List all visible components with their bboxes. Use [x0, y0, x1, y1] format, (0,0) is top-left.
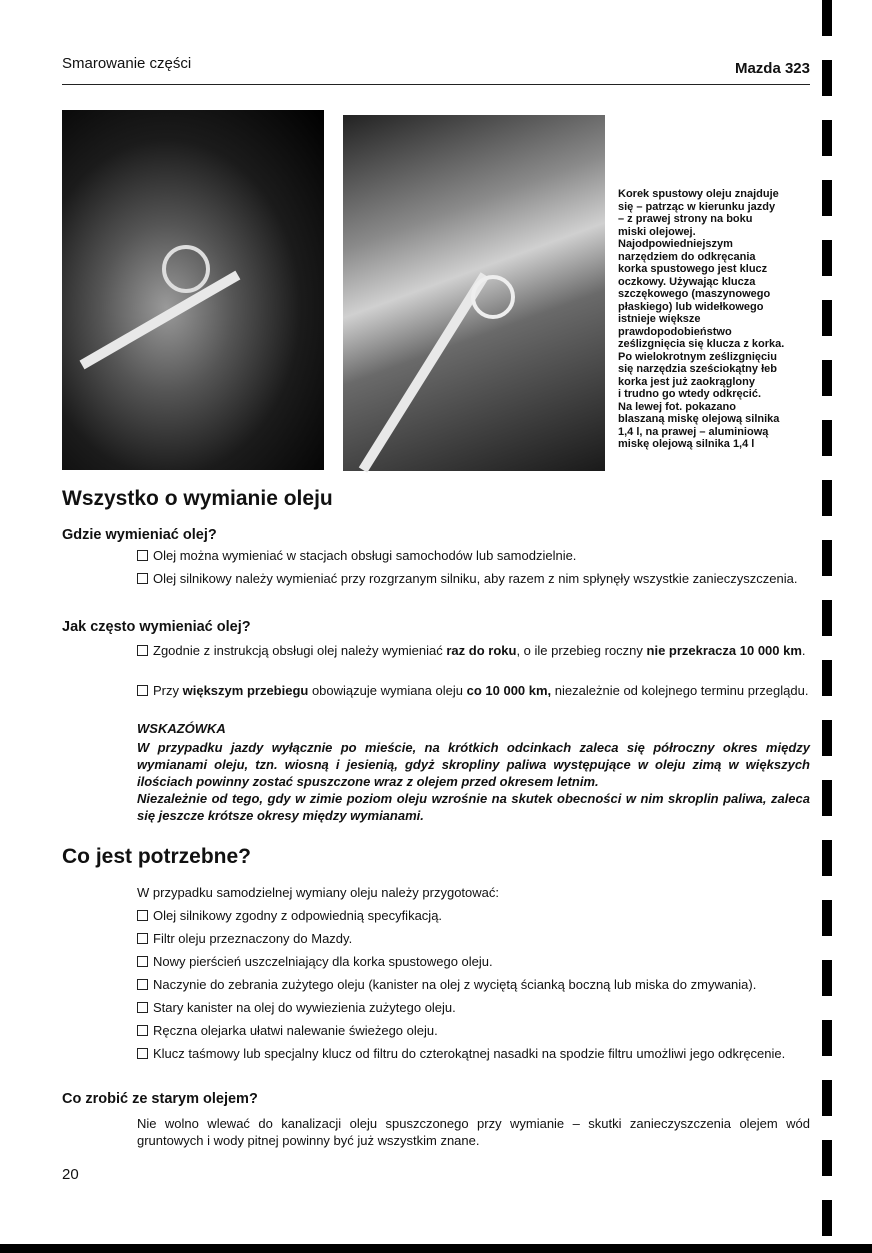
- tip-text: W przypadku jazdy wyłącznie po mieście, na krótkich odcinkach zaleca się półroczny okres między wymianami oleju, tzn. wiosną i jesienią, gdyż skropliny paliwa występujące w oleju zimą w większych ilościach powinny zostać spuszczone wraz z olejem przed okresem letnim.: [137, 740, 810, 789]
- heading-what-needed: Co jest potrzebne?: [62, 845, 252, 868]
- scan-edge-mark: [822, 600, 832, 636]
- scan-edge-mark: [822, 1140, 832, 1176]
- scan-edge-mark: [822, 120, 832, 156]
- scan-edge-mark: [822, 300, 832, 336]
- list-item: Klucz taśmowy lub specjalny klucz od filtru do czterokątnej nasadki na spodzie filtru umożliwi jego odkręcenie.: [137, 1045, 810, 1062]
- list-item: Filtr oleju przeznaczony do Mazdy.: [137, 930, 810, 947]
- photo-aluminium-oil-pan: [343, 115, 605, 471]
- scan-edge-mark: [822, 0, 832, 36]
- checkbox-icon: [137, 550, 148, 561]
- intro-text: W przypadku samodzielnej wymiany oleju należy przygotować:: [137, 885, 499, 900]
- checkbox-icon: [137, 573, 148, 584]
- scan-edge-mark: [822, 660, 832, 696]
- subheading-where: Gdzie wymieniać olej?: [62, 527, 217, 543]
- book-title: Mazda 323: [734, 60, 810, 77]
- checkbox-icon: [137, 956, 148, 967]
- tip-text: Niezależnie od tego, gdy w zimie poziom oleju wzrośnie na skutek obecności w nim skroplin paliwa, zaleca się jeszcze krótsze okresy między wymianami.: [137, 791, 810, 823]
- scan-edge-mark: [822, 960, 832, 996]
- list-item: Stary kanister na olej do wywiezienia zużytego oleju.: [137, 999, 810, 1016]
- list-item: Naczynie do zebrania zużytego oleju (kanister na olej z wyciętą ścianką boczną lub miska do zmywania).: [137, 976, 810, 993]
- list-item: Olej można wymieniać w stacjach obsługi samochodów lub samodzielnie.: [137, 547, 810, 564]
- checkbox-icon: [137, 1048, 148, 1059]
- scan-edge-mark: [822, 360, 832, 396]
- scan-edge-mark: [822, 900, 832, 936]
- checkbox-icon: [137, 910, 148, 921]
- scan-edge-mark: [822, 240, 832, 276]
- scan-edge-mark: [822, 420, 832, 456]
- list-item: Nowy pierścień uszczelniający dla korka spustowego oleju.: [137, 953, 810, 970]
- scan-edge-mark: [822, 1080, 832, 1116]
- list-item: Przy większym przebiegu obowiązuje wymiana oleju co 10 000 km, niezależnie od kolejnego terminu przeglądu.: [137, 682, 810, 699]
- scan-edge-mark: [822, 1020, 832, 1056]
- scan-edge-mark: [822, 1200, 832, 1236]
- scan-edge-mark: [822, 480, 832, 516]
- scan-edge-mark: [822, 180, 832, 216]
- section-header: Smarowanie części: [62, 55, 192, 72]
- header-rule: [62, 84, 810, 85]
- scan-bottom-bar: [0, 1244, 872, 1253]
- list-item: Zgodnie z instrukcją obsługi olej należy wymieniać raz do roku, o ile przebieg roczny nie przekracza 10 000 km.: [137, 642, 810, 659]
- photo-caption: Korek spustowy oleju znajduje się – patrząc w kierunku jazdy – z prawej strony na boku miski olejowej. Najodpowiedniejszym narzędziem do odkręcania korka spustowego jest klucz oczkowy. Używając klucza szczękowego (maszynowego płaskiego) lub widełkowego istnieje większe prawdopodobieństwo ześlizgnięcia się klucza z korka. Po wielokrotnym ześlizgnięciu się narzędzia sześciokątny łeb korka jest już zaokrąglony i trudno go wtedy odkręcić. Na lewej fot. pokazano blaszaną miskę olejową silnika 1,4 l, na prawej – aluminiową miskę olejową silnika 1,4 l: [618, 188, 785, 450]
- checkbox-icon: [137, 1002, 148, 1013]
- checkbox-icon: [137, 979, 148, 990]
- scan-edge-mark: [822, 840, 832, 876]
- scan-edge-mark: [822, 780, 832, 816]
- list-item: Ręczna olejarka ułatwi nalewanie świeżego oleju.: [137, 1022, 810, 1039]
- checkbox-icon: [137, 1025, 148, 1036]
- subheading-how-often: Jak często wymieniać olej?: [62, 619, 251, 635]
- subheading-old-oil: Co zrobić ze starym olejem?: [62, 1091, 258, 1107]
- scan-edge-mark: [822, 720, 832, 756]
- heading-oil-change: Wszystko o wymianie oleju: [62, 487, 333, 510]
- checkbox-icon: [137, 933, 148, 944]
- scan-edge-mark: [822, 60, 832, 96]
- checkbox-icon: [137, 685, 148, 696]
- scan-edge-mark: [822, 540, 832, 576]
- list-item: Olej silnikowy należy wymieniać przy rozgrzanym silniku, aby razem z nim spłynęły wszystkie zanieczyszczenia.: [137, 570, 810, 587]
- page-number: 20: [62, 1166, 79, 1183]
- list-item: Olej silnikowy zgodny z odpowiednią specyfikacją.: [137, 907, 810, 924]
- photo-steel-oil-pan: [62, 110, 324, 470]
- checkbox-icon: [137, 645, 148, 656]
- old-oil-text: Nie wolno wlewać do kanalizacji oleju spuszczonego przy wymianie – skutki zanieczyszczenia olejem wód gruntowych i wody pitnej powinny być już wszystkim znane.: [137, 1116, 810, 1148]
- tip-title: WSKAZÓWKA: [137, 721, 226, 736]
